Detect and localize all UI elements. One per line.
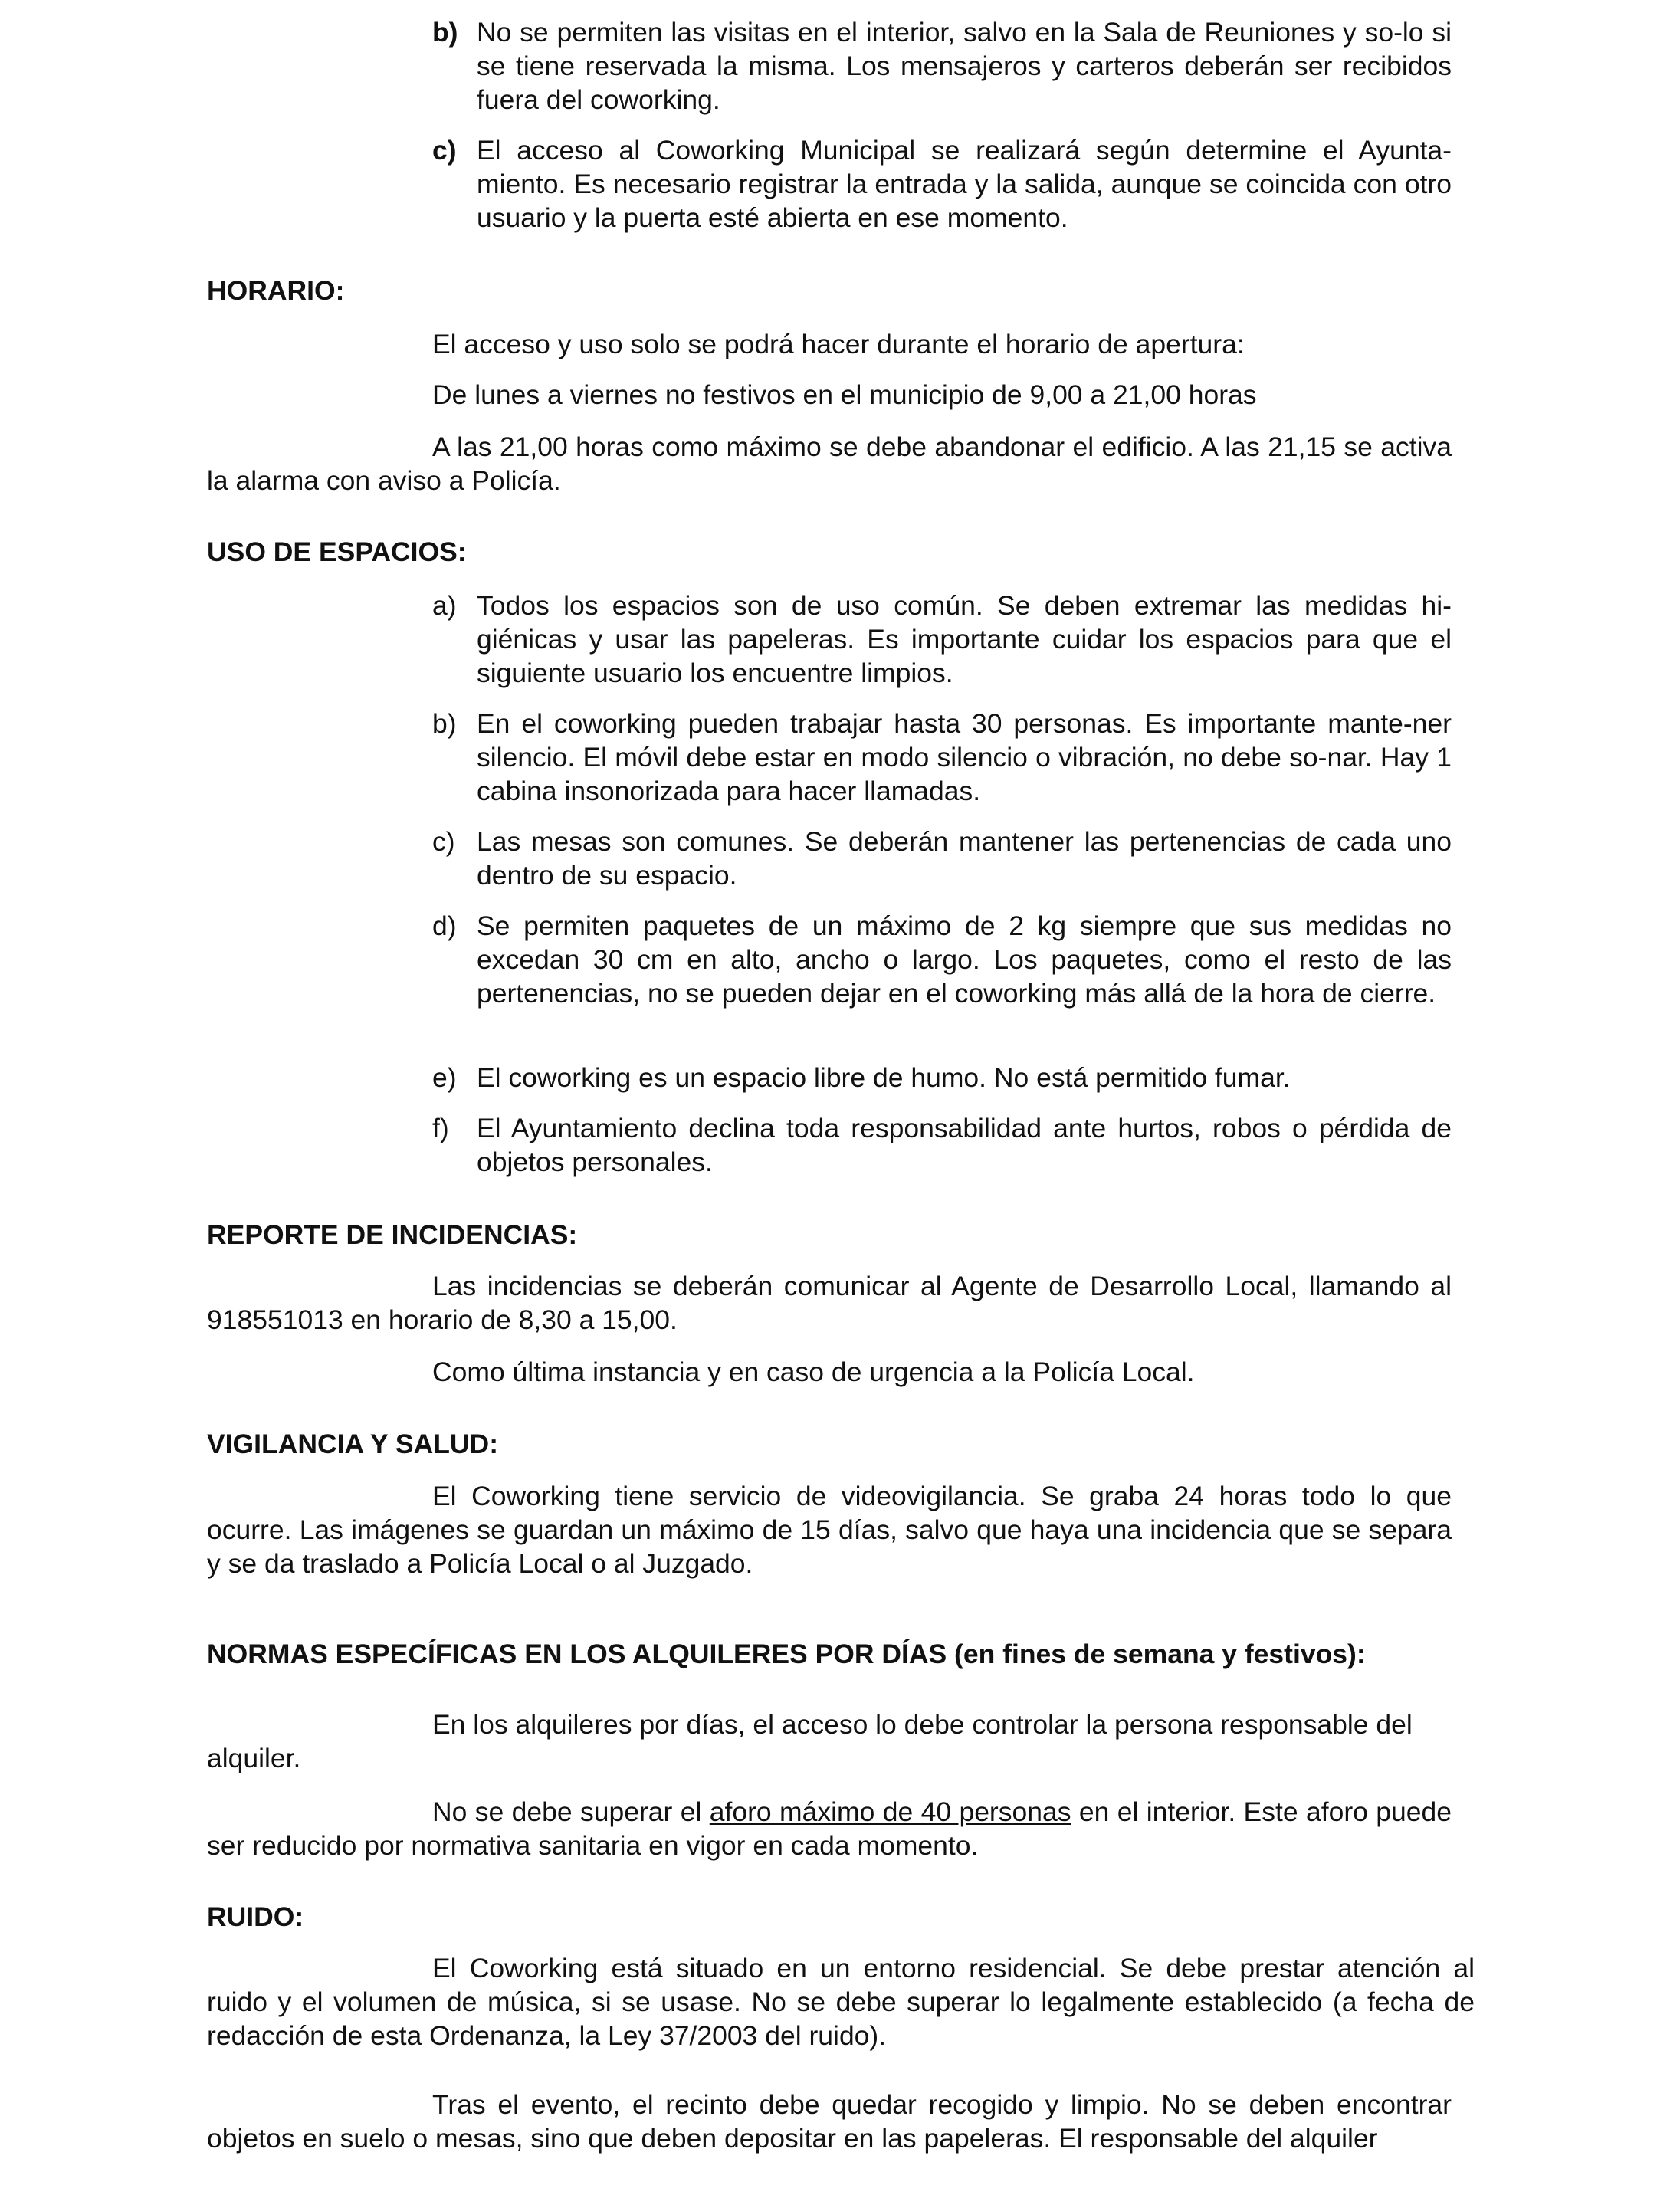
list-item-text: El Ayuntamiento declina toda responsabilidad ante hurtos, robos o pérdida de objetos personales. [477,1113,1452,1177]
list-item-text: Se permiten paquetes de un máximo de 2 kg siempre que sus medidas no excedan 30 cm en alto, ancho o largo. Los paquetes, como el resto de las pertenencias, no se pueden dejar en el coworking más allá de la hora de cierre. [477,910,1452,1009]
uso-item-f [432,1111,1452,1179]
section-heading-uso-espacios: USO DE ESPACIOS: [207,536,467,567]
section-heading-horario: HORARIO: [207,275,345,306]
section-heading-ruido: RUIDO: [207,1901,304,1932]
acceso-item-c [432,133,1452,235]
section-heading-reporte: REPORTE DE INCIDENCIAS: [207,1219,578,1250]
list-item-text: Todos los espacios son de uso común. Se deben extremar las medidas hi-giénicas y usar las papeleras. Es importante cuidar los espacios para que el siguiente usuario los encuentre limpios. [477,590,1452,688]
list-item-text: El acceso al Coworking Municipal se realizará según determine el Ayunta-miento. Es necesario registrar la entrada y la salida, aunque se coincida con otro usuario y la puerta esté abierta en ese momento. [477,135,1452,233]
list-label: c) [432,135,457,166]
horario-paragraph-1: El acceso y uso solo se podrá hacer durante el horario de apertura: [432,329,1245,359]
normas-text-post: en el interior. Este aforo puede ser reducido por normativa sanitaria en vigor en cada momento. [207,1796,1452,1861]
aforo-underlined-text: aforo máximo de 40 personas [709,1796,1071,1827]
list-label: a) [432,590,457,621]
list-label: f) [432,1113,449,1143]
horario-paragraph-2: De lunes a viernes no festivos en el municipio de 9,00 a 21,00 horas [432,379,1257,410]
vigilancia-paragraph-1: El Coworking tiene servicio de videovigilancia. Se graba 24 horas todo lo que ocurre. Las imágenes se guardan un máximo de 15 días, salvo que haya una incidencia que se separa y se da traslado a Policía Local o al Juzgado. [207,1481,1452,1579]
normas-paragraph-1-line-1: En los alquileres por días, el acceso lo debe controlar la persona responsable del [432,1709,1413,1740]
uso-item-c [432,825,1452,892]
normas-paragraph-1-line-2: alquiler. [207,1743,301,1773]
list-label: b) [432,17,458,48]
normas-paragraph-2 [207,1795,1452,1862]
list-label: e) [432,1062,457,1093]
list-item-text: En el coworking pueden trabajar hasta 30 personas. Es importante mante-ner silencio. El móvil debe estar en modo silencio o vibración, no debe so-nar. Hay 1 cabina insonorizada para hacer llamadas. [477,708,1452,806]
reporte-paragraph-2: Como última instancia y en caso de urgencia a la Policía Local. [432,1357,1195,1387]
list-item-text: Las mesas son comunes. Se deberán mantener las pertenencias de cada uno dentro de su espacio. [477,826,1452,891]
list-item-text: El coworking es un espacio libre de humo. No está permitido fumar. [477,1062,1291,1093]
section-heading-vigilancia: VIGILANCIA Y SALUD: [207,1429,499,1459]
ruido-paragraph-1: El Coworking está situado en un entorno residencial. Se debe prestar atención al ruido y el volumen de música, si se usase. No se debe superar lo legalmente establecido (a fecha de redacción de esta Ordenanza, la Ley 37/2003 del ruido). [207,1953,1475,2051]
list-label: c) [432,826,455,857]
uso-item-b [432,707,1452,808]
normas-text-pre: No se debe superar el [432,1796,710,1827]
list-label: d) [432,910,457,941]
reporte-paragraph-1: Las incidencias se deberán comunicar al Agente de Desarrollo Local, llamando al 918551013 en horario de 8,30 a 15,00. [207,1271,1452,1335]
section-heading-normas: NORMAS ESPECÍFICAS EN LOS ALQUILERES POR DÍAS (en fines de semana y festivos): [207,1639,1366,1669]
list-label: b) [432,708,457,739]
uso-item-a [432,589,1452,690]
list-item-text: No se permiten las visitas en el interior, salvo en la Sala de Reuniones y so-lo si se tiene reservada la misma. Los mensajeros y carteros deberán ser recibidos fuera del coworking. [477,17,1452,115]
ruido-paragraph-2: Tras el evento, el recinto debe quedar recogido y limpio. No se deben encontrar objetos en suelo o mesas, sino que deben depositar en las papeleras. El responsable del alquiler [207,2089,1452,2154]
acceso-item-b [432,15,1452,116]
uso-item-d [432,909,1452,1010]
horario-paragraph-3: A las 21,00 horas como máximo se debe abandonar el edificio. A las 21,15 se activa la alarma con aviso a Policía. [207,431,1452,496]
uso-item-e [432,1061,1452,1094]
